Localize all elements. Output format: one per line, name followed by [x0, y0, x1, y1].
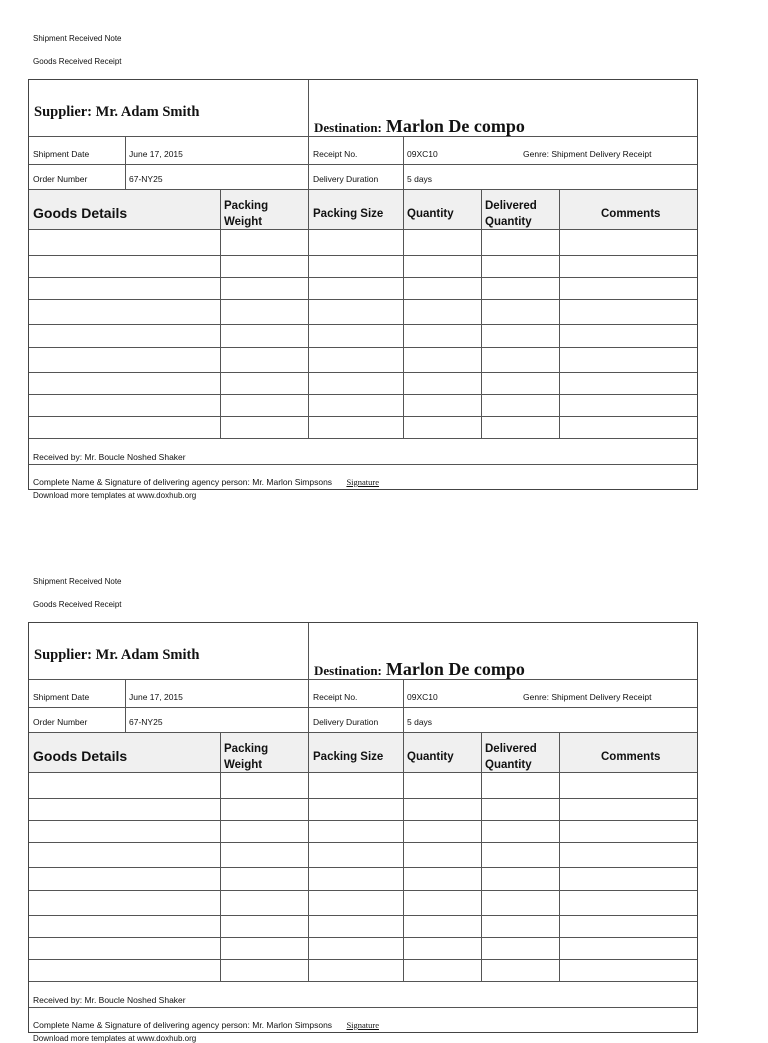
col-delivered-quantity: Delivered Quantity — [485, 743, 537, 771]
destination-label: Destination: — [314, 663, 382, 678]
col-packing-size: Packing Size — [313, 208, 384, 220]
signature-label: Signature — [346, 1020, 380, 1030]
destination-value: Marlon De compo — [385, 659, 525, 679]
col-packing-size: Packing Size — [313, 751, 384, 763]
delivery-duration-value: 5 days — [407, 717, 433, 727]
download-link[interactable]: Download more templates at www.doxhub.org — [33, 491, 197, 500]
col-quantity: Quantity — [407, 751, 454, 763]
shipment-date-value: June 17, 2015 — [129, 692, 183, 702]
delivery-duration-value: 5 days — [407, 174, 433, 184]
received-by: Received by: Mr. Boucle Noshed Shaker — [33, 995, 186, 1005]
col-packing-weight: Packing Weight — [224, 200, 269, 228]
delivering-agency: Complete Name & Signature of delivering agency person: Mr. Marlon Simpsons Signature — [33, 1020, 380, 1030]
note-subtitle: Goods Received Receipt — [33, 600, 122, 609]
note-subtitle: Goods Received Receipt — [33, 57, 122, 66]
col-quantity: Quantity — [407, 208, 454, 220]
receipt-no-value: 09XC10 — [407, 149, 438, 159]
receipt-form — [28, 79, 698, 490]
destination-label: Destination: — [314, 120, 382, 135]
col-comments: Comments — [601, 751, 661, 763]
col-packing-weight: Packing Weight — [224, 743, 269, 771]
delivery-duration-label: Delivery Duration — [313, 174, 379, 184]
download-link[interactable]: Download more templates at www.doxhub.org — [33, 1034, 197, 1043]
destination — [314, 116, 525, 137]
col-goods-details: Goods Details — [33, 748, 128, 764]
delivery-duration-label: Delivery Duration — [313, 717, 379, 727]
note-title: Shipment Received Note — [33, 577, 122, 586]
genre: Genre: Shipment Delivery Receipt — [523, 692, 652, 702]
shipment-date-value: June 17, 2015 — [129, 149, 183, 159]
order-number-value: 67-NY25 — [129, 174, 163, 184]
receipt-no-label: Receipt No. — [313, 692, 358, 702]
shipment-date-label: Shipment Date — [33, 149, 90, 159]
order-number-label: Order Number — [33, 174, 88, 184]
supplier-name: Supplier: Mr. Adam Smith — [34, 104, 200, 120]
destination-value: Marlon De compo — [385, 116, 525, 136]
shipment-date-label: Shipment Date — [33, 692, 90, 702]
col-comments: Comments — [601, 208, 661, 220]
order-number-value: 67-NY25 — [129, 717, 163, 727]
col-goods-details: Goods Details — [33, 205, 128, 221]
col-delivered-quantity: Delivered Quantity — [485, 200, 537, 228]
delivering-agency: Complete Name & Signature of delivering agency person: Mr. Marlon Simpsons Signature — [33, 477, 380, 487]
receipt-no-label: Receipt No. — [313, 149, 358, 159]
receipt-no-value: 09XC10 — [407, 692, 438, 702]
note-title: Shipment Received Note — [33, 34, 122, 43]
genre: Genre: Shipment Delivery Receipt — [523, 149, 652, 159]
supplier-name: Supplier: Mr. Adam Smith — [34, 647, 200, 663]
destination — [314, 659, 525, 680]
received-by: Received by: Mr. Boucle Noshed Shaker — [33, 452, 186, 462]
order-number-label: Order Number — [33, 717, 88, 727]
receipt-form — [28, 622, 698, 1033]
signature-label: Signature — [346, 477, 380, 487]
